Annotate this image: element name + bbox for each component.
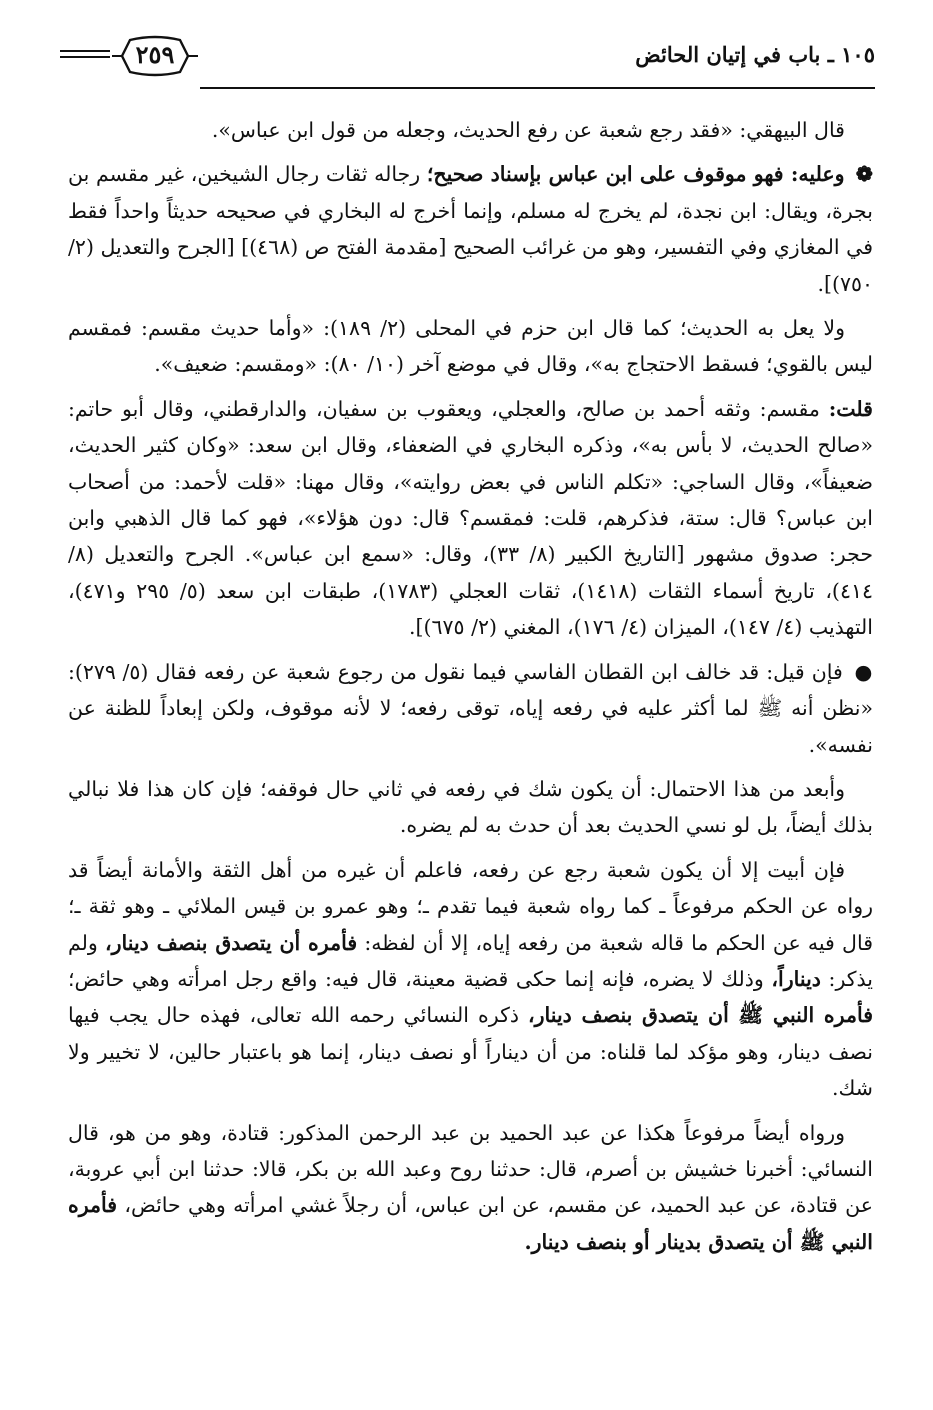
paragraph bbox=[68, 1115, 873, 1261]
text-segment: وأبعد من هذا الاحتمال: أن يكون شك في رفعه في ثاني حال فوقفه؛ فإن كان هذا فلا نبالي بذلك أيضاً، بل لو نسي الحديث بعد أن حدث به لم يضره. bbox=[68, 776, 873, 838]
paragraph-marker-icon: ● bbox=[846, 659, 874, 684]
page-number: ٢٥٩ bbox=[135, 40, 175, 69]
text-segment: فإن أبيت إلا أن يكون شعبة رجع عن رفعه، فاعلم أن غيره من أهل الثقة والأمانة أيضاً قد رواه عن الحكم مرفوعاً ـ كما رواه شعبة فيما تقدم ـ؛ وهو عمرو بن قيس الملائي ـ وهو ثقة ـ؛ قال فيه عن الحكم ما قاله شعبة من رفعه إياه، إلا أن لفظه: bbox=[68, 857, 874, 955]
paragraph bbox=[68, 771, 873, 844]
text-segment: ولم يذكر: bbox=[68, 930, 873, 991]
bold-text-segment: فأمره أن يتصدق بنصف دينار، bbox=[105, 930, 358, 955]
header-double-rule bbox=[60, 50, 110, 62]
text-segment: فإن قيل: قد خالف ابن القطان الفاسي فيما نقول من رجوع شعبة عن رفعه فقال (٥/ ٢٧٩): «نظن أنه ﷺ لما أكثر عليه في رفعه إياه، توقى رفعه؛ لا لأنه موقوف، ولكن إبعاداً للظنة عن نفسه». bbox=[68, 659, 873, 757]
bold-text-segment: ديناراً، bbox=[771, 966, 821, 991]
paragraph-marker-icon: ❁ bbox=[848, 162, 873, 187]
page-number-badge bbox=[112, 34, 198, 78]
text-segment: ولا يعل به الحديث؛ كما قال ابن حزم في المحلى (٢/ ١٨٩): «وأما حديث مقسم: فمقسم ليس بالقوي؛ فسقط الاحتجاج به»، وقال في موضع آخر (١٠/ ٨٠): «ومقسم: ضعيف». bbox=[68, 316, 873, 377]
text-segment: مقسم: وثقه أحمد بن صالح، والعجلي، ويعقوب بن سفيان، والدارقطني، وقال أبو حاتم: «صالح الحديث، لا بأس به»، وذكره البخاري في الضعفاء، وقال ابن سعد: «وكان كثير الحديث، ضعيفاً»، وقال الساجي: «تكلم الناس في بعض روايته»، وقال مهنا: «قلت لأحمد: من أصحاب ابن عباس؟ قال: ستة، فذكرهم، قلت: فمقسم؟ قال: دون هؤلاء»، فهو كما قال الذهبي وابن حجر: صدوق مشهور [التاريخ الكبير (٨/ ٣٣)، وقال: «سمع ابن عباس». الجرح والتعديل (٨/ ٤١٤)، تاريخ أسماء الثقات (١٤١٨)، ثقات العجلي (١٧٨٣)، طبقات ابن سعد (٥/ ٢٩٥ و٤٧١)، التهذيب (٤/ ١٤٧)، الميزان (٤/ ١٧٦)، المغني (٢/ ٦٧٥)]. bbox=[68, 396, 873, 640]
body-text bbox=[68, 112, 873, 1268]
bold-text-segment: وعليه: فهو موقوف على ابن عباس بإسناد صحيح؛ bbox=[426, 162, 845, 187]
paragraph bbox=[68, 112, 873, 148]
header-rule bbox=[200, 87, 875, 89]
paragraph bbox=[68, 156, 873, 302]
bold-text-segment: قلت: bbox=[828, 396, 873, 421]
paragraph bbox=[68, 310, 873, 383]
text-segment: ورواه أيضاً مرفوعاً هكذا عن عبد الحميد بن عبد الرحمن المذكور: قتادة، وهو من هو، قال النسائي: أخبرنا خشيش بن أصرم، قال: حدثنا روح وعبد الله بن بكر، قالا: حدثنا ابن أبي عروبة، عن قتادة، عن عبد الحميد، عن مقسم، عن ابن عباس، أن رجلاً غشي امرأته وهي حائض، bbox=[68, 1120, 873, 1218]
page-header bbox=[60, 30, 875, 88]
running-title: ١٠٥ ـ باب في إتيان الحائض bbox=[635, 42, 875, 67]
text-segment: وذلك لا يضره، فإنه إنما حكى قضية معينة، قال فيه: واقع رجل امرأته وهي حائض؛ bbox=[68, 966, 772, 991]
text-segment: ذكره النسائي رحمه الله تعالى، فهذه حال يجب فيها نصف دينار، وهو مؤكد لما قلناه: من أن ديناراً أو نصف دينار، إنما هو باعتبار حالين، لا تخيير ولا شك. bbox=[68, 1003, 873, 1101]
bold-text-segment: فأمره النبي ﷺ أن يتصدق بدينار أو بنصف دينار. bbox=[68, 1193, 873, 1254]
paragraph bbox=[68, 852, 873, 1107]
paragraph bbox=[68, 391, 873, 646]
text-segment: قال البيهقي: «فقد رجع شعبة عن رفع الحديث، وجعله من قول ابن عباس». bbox=[211, 118, 845, 142]
paragraph bbox=[68, 654, 873, 763]
text-segment: رجاله ثقات رجال الشيخين، غير مقسم بن بجرة، ويقال: ابن نجدة، لم يخرج له مسلم، وإنما أخرج له البخاري في صحيحه حديثاً واحداً فقط في المغازي وفي التفسير، وهو من غرائب الصحيح [مقدمة الفتح ص (٤٦٨)] [الجرح والتعديل (٢/ ٧٥٠)]. bbox=[68, 162, 873, 296]
bold-text-segment: فأمره النبي ﷺ أن يتصدق بنصف دينار، bbox=[528, 1003, 873, 1028]
